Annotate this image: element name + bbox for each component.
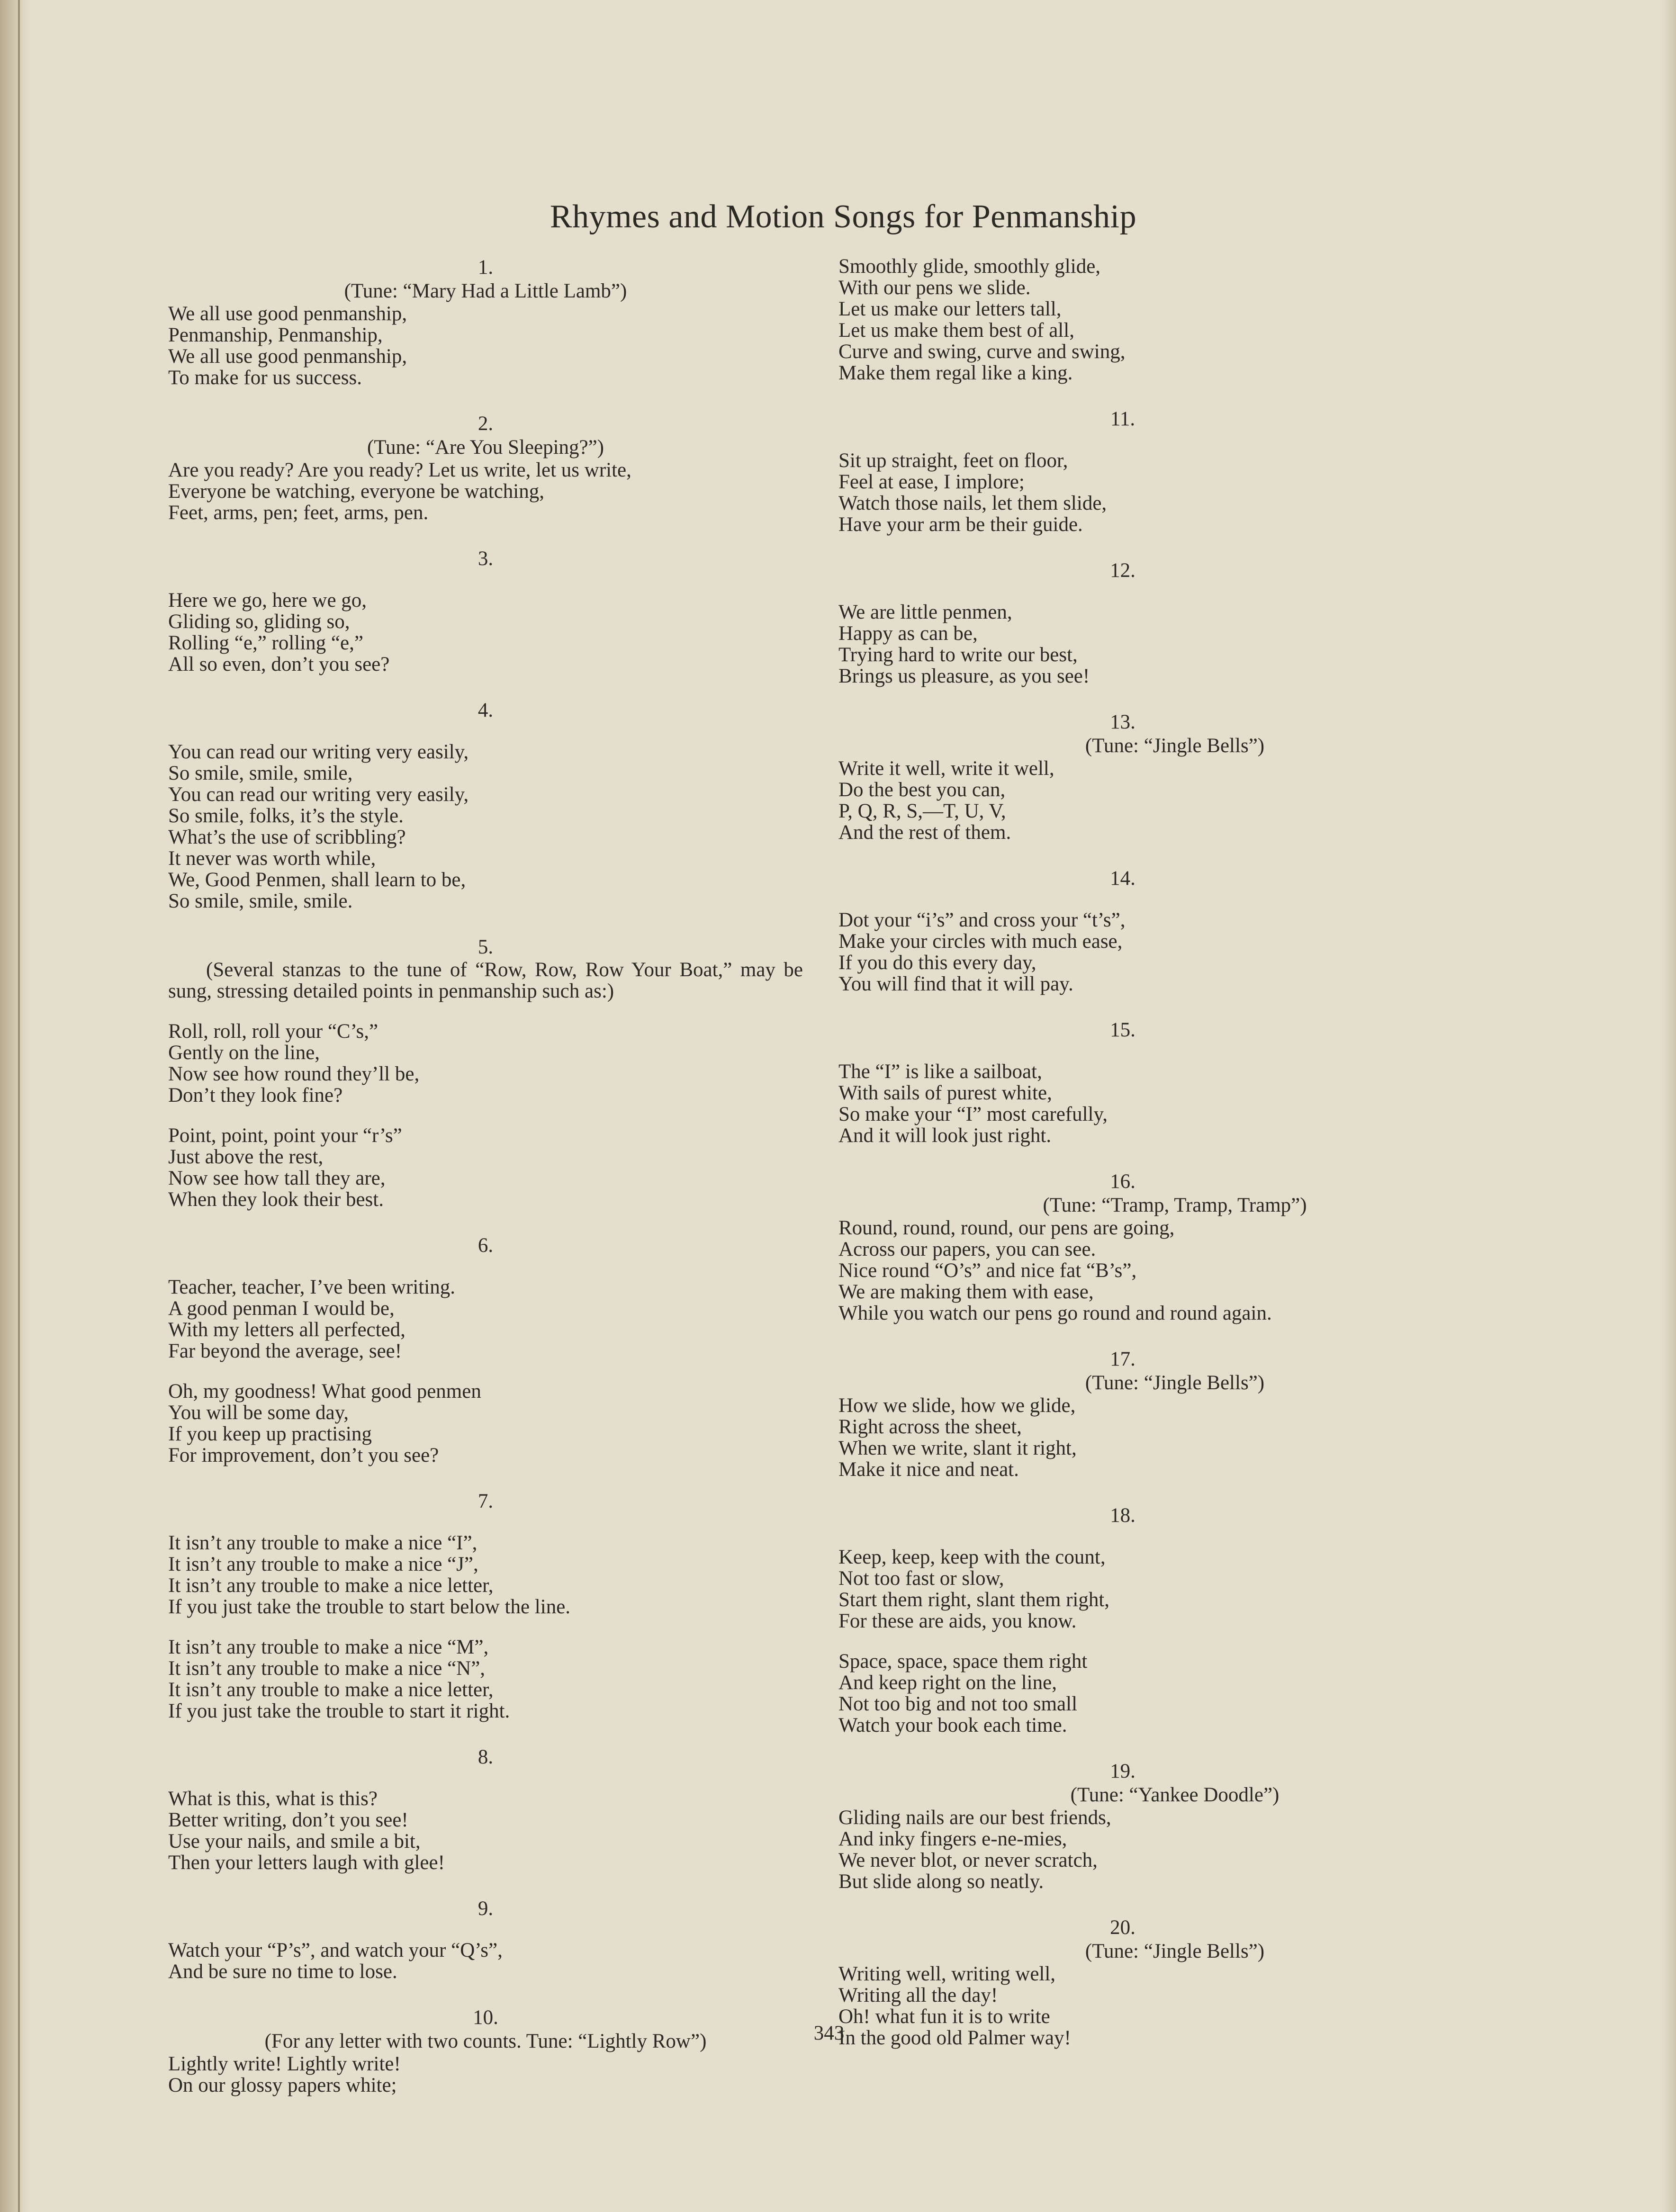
- verse-line: With our pens we slide.: [838, 277, 1031, 299]
- stanza: [838, 867, 1516, 995]
- verse-line: Feel at ease, I implore;: [838, 471, 1025, 493]
- verse: [168, 1021, 822, 1106]
- page-right-edge: [1662, 0, 1676, 2212]
- verse-line: Not too fast or slow,: [838, 1567, 1004, 1590]
- stanza-number: 15.: [1110, 1019, 1135, 1041]
- verse-line: Now see how tall they are,: [168, 1167, 386, 1189]
- stanza: [168, 1745, 822, 1873]
- verse-line: Let us make our letters tall,: [838, 298, 1062, 320]
- stanza: [838, 1348, 1516, 1480]
- verse-line: Curve and swing, curve and swing,: [838, 341, 1126, 363]
- verse-line: Sit up straight, feet on floor,: [838, 450, 1068, 472]
- stanza: [168, 547, 822, 675]
- verse-line: Just above the rest,: [168, 1146, 324, 1168]
- verse-line: Do the best you can,: [838, 779, 1006, 801]
- verse-line: Make it nice and neat.: [838, 1458, 1019, 1481]
- stanza-number: 3.: [478, 548, 494, 570]
- verse-line: Oh, my goodness! What good penmen: [168, 1380, 481, 1403]
- verse-line: If you just take the trouble to start it right.: [168, 1700, 510, 1722]
- verse-line: So smile, smile, smile.: [168, 890, 353, 912]
- verse: [838, 450, 1516, 535]
- verse: [838, 1651, 1516, 1736]
- verse-line: It isn’t any trouble to make a nice “M”,: [168, 1636, 489, 1658]
- verse-line: For improvement, don’t you see?: [168, 1444, 439, 1466]
- tune-note: (Tune: “Mary Had a Little Lamb”): [344, 280, 627, 302]
- verse-line: For these are aids, you know.: [838, 1610, 1077, 1632]
- stanza-number: 5.: [478, 936, 494, 958]
- verse-line: Watch your “P’s”, and watch your “Q’s”,: [168, 1939, 503, 1961]
- stanza: [168, 256, 822, 388]
- verse: [838, 1807, 1516, 1892]
- verse-line: Far beyond the average, see!: [168, 1340, 402, 1362]
- verse-line: When we write, slant it right,: [838, 1437, 1077, 1459]
- stanza: [838, 1018, 1516, 1146]
- verse: [168, 1277, 822, 1362]
- verse-line: And it will look just right.: [838, 1124, 1052, 1147]
- tune-note: (Tune: “Jingle Bells”): [1085, 1372, 1265, 1394]
- verse-line: Smoothly glide, smoothly glide,: [838, 255, 1101, 278]
- verse-line: While you watch our pens go round and round again.: [838, 1302, 1272, 1324]
- verse-line: The “I” is like a sailboat,: [838, 1061, 1042, 1083]
- verse-line: Write it well, write it well,: [838, 757, 1054, 780]
- stanza-number: 1.: [478, 256, 494, 279]
- verse-line: You can read our writing very easily,: [168, 741, 469, 763]
- verse: [168, 459, 822, 523]
- verse-line: It isn’t any trouble to make a nice letter,: [168, 1679, 494, 1701]
- stanza: [168, 1234, 822, 1466]
- verse-line: We are little penmen,: [838, 601, 1012, 623]
- stanza-instruction: (Several stanzas to the tune of “Row, Row, Row Your Boat,” may be sung, stressing detailed points in penmanship such as:): [168, 959, 803, 1002]
- stanza: [838, 256, 1516, 384]
- verse-line: Dot your “i’s” and cross your “t’s”,: [838, 909, 1126, 931]
- verse-line: With my letters all perfected,: [168, 1319, 405, 1341]
- stanza-number: 20.: [1110, 1916, 1135, 1939]
- verse: [168, 1381, 822, 1466]
- verse-line: It isn’t any trouble to make a nice letter,: [168, 1574, 494, 1597]
- verse-line: Right across the sheet,: [838, 1416, 1022, 1438]
- verse: [168, 1788, 822, 1873]
- verse-line: Everyone be watching, everyone be watching,: [168, 480, 544, 503]
- verse: [168, 303, 822, 388]
- verse-line: And keep right on the line,: [838, 1672, 1057, 1694]
- verse-line: All so even, don’t you see?: [168, 653, 390, 675]
- stanza: [168, 935, 822, 1210]
- stanza: [168, 1897, 822, 1982]
- verse-line: Have your arm be their guide.: [838, 513, 1083, 536]
- verse-line: Nice round “O’s” and nice fat “B’s”,: [838, 1259, 1137, 1282]
- verse-line: Lightly write! Lightly write!: [168, 2053, 401, 2075]
- verse-line: Across our papers, you can see.: [838, 1238, 1096, 1260]
- left-column: [168, 256, 822, 2120]
- stanza-number: 9.: [478, 1897, 494, 1920]
- verse-line: Better writing, don’t you see!: [168, 1809, 408, 1831]
- stanza-number: 4.: [478, 699, 494, 721]
- verse-line: And inky fingers e-ne-mies,: [838, 1828, 1067, 1850]
- tune-note: (Tune: “Yankee Doodle”): [1070, 1784, 1280, 1806]
- stanza-number: 18.: [1110, 1504, 1135, 1527]
- verse-line: We never blot, or never scratch,: [838, 1849, 1098, 1871]
- verse: [168, 1940, 822, 1982]
- tune-note: (Tune: “Tramp, Tramp, Tramp”): [1043, 1194, 1307, 1216]
- verse: [168, 2053, 822, 2096]
- verse-line: And be sure no time to lose.: [168, 1960, 397, 1983]
- verse-line: If you keep up practising: [168, 1423, 372, 1445]
- stanza: [168, 1490, 822, 1722]
- tune-note: (Tune: “Jingle Bells”): [1085, 735, 1265, 757]
- stanza-number: 16.: [1110, 1170, 1135, 1193]
- verse-line: We all use good penmanship,: [168, 303, 407, 325]
- verse: [838, 1547, 1516, 1632]
- verse-line: We all use good penmanship,: [168, 345, 407, 368]
- stanza: [168, 699, 822, 912]
- verse-line: So make your “I” most carefully,: [838, 1103, 1108, 1125]
- stanza-number: 17.: [1110, 1348, 1135, 1370]
- stanza: [838, 1760, 1516, 1892]
- verse-line: Happy as can be,: [838, 622, 978, 645]
- verse: [838, 909, 1516, 995]
- verse: [168, 1125, 822, 1210]
- verse-line: You will be some day,: [168, 1402, 349, 1424]
- stanza-number: 6.: [478, 1234, 494, 1257]
- verse-line: Feet, arms, pen; feet, arms, pen.: [168, 502, 429, 524]
- verse-line: Watch your book each time.: [838, 1714, 1067, 1736]
- verse-line: Gliding nails are our best friends,: [838, 1807, 1111, 1829]
- verse-line: Brings us pleasure, as you see!: [838, 665, 1090, 687]
- verse-line: Then your letters laugh with glee!: [168, 1852, 445, 1874]
- verse-line: Round, round, round, our pens are going,: [838, 1217, 1175, 1239]
- verse-line: Gliding so, gliding so,: [168, 611, 350, 633]
- verse-line: Trying hard to write our best,: [838, 644, 1078, 666]
- verse-line: Penmanship, Penmanship,: [168, 324, 383, 346]
- verse: [168, 741, 822, 912]
- verse: [838, 256, 1516, 384]
- verse-line: So smile, folks, it’s the style.: [168, 805, 404, 827]
- verse-line: What is this, what is this?: [168, 1788, 378, 1810]
- verse-line: What’s the use of scribbling?: [168, 826, 406, 848]
- spine-line: [18, 0, 20, 2212]
- page-number: 343: [813, 2022, 845, 2044]
- verse-line: Let us make them best of all,: [838, 319, 1074, 342]
- verse: [168, 590, 822, 675]
- verse-line: We, Good Penmen, shall learn to be,: [168, 869, 466, 891]
- verse-line: Space, space, space them right: [838, 1650, 1088, 1672]
- stanza-number: 12.: [1110, 559, 1135, 582]
- verse-line: Use your nails, and smile a bit,: [168, 1830, 421, 1852]
- page-title: Rhymes and Motion Songs for Penmanship: [550, 198, 1137, 235]
- verse-line: Keep, keep, keep with the count,: [838, 1546, 1106, 1568]
- verse-line: It isn’t any trouble to make a nice “N”,: [168, 1657, 486, 1680]
- verse-line: Are you ready? Are you ready? Let us write, let us write,: [168, 459, 631, 481]
- verse-line: And the rest of them.: [838, 821, 1011, 844]
- verse-line: It isn’t any trouble to make a nice “I”,: [168, 1532, 478, 1554]
- page-binding-edge: [0, 0, 29, 2212]
- verse-line: You will find that it will pay.: [838, 973, 1073, 995]
- tune-note: (For any letter with two counts. Tune: “Lightly Row”): [264, 2030, 707, 2052]
- verse-line: In the good old Palmer way!: [838, 2027, 1071, 2049]
- stanza-number: 19.: [1110, 1760, 1135, 1782]
- stanza-number: 11.: [1110, 408, 1135, 430]
- verse-line: If you just take the trouble to start below the line.: [168, 1596, 571, 1618]
- verse: [838, 1963, 1516, 2049]
- verse-line: Roll, roll, roll your “C’s,”: [168, 1020, 378, 1043]
- stanza: [168, 2006, 822, 2096]
- verse-line: Writing all the day!: [838, 1984, 998, 2006]
- stanza: [838, 559, 1516, 687]
- verse-line: Gently on the line,: [168, 1042, 320, 1064]
- verse-line: Make your circles with much ease,: [838, 930, 1123, 953]
- verse-line: Watch those nails, let them slide,: [838, 492, 1107, 514]
- verse-line: So smile, smile, smile,: [168, 762, 353, 784]
- stanza: [838, 710, 1516, 843]
- verse-line: Oh! what fun it is to write: [838, 2005, 1050, 2028]
- verse-line: Make them regal like a king.: [838, 362, 1073, 384]
- verse-line: Now see how round they’ll be,: [168, 1063, 420, 1085]
- verse-line: On our glossy papers white;: [168, 2074, 397, 2096]
- stanza-number: 10.: [473, 2006, 498, 2029]
- stanza-number: 8.: [478, 1746, 494, 1768]
- verse-line: If you do this every day,: [838, 952, 1036, 974]
- tune-note: (Tune: “Jingle Bells”): [1085, 1940, 1265, 1962]
- verse: [168, 1532, 822, 1618]
- verse-line: Point, point, point your “r’s”: [168, 1124, 402, 1147]
- verse-line: It never was worth while,: [168, 847, 376, 870]
- tune-note: (Tune: “Are You Sleeping?”): [367, 436, 604, 459]
- verse-line: But slide along so neatly.: [838, 1870, 1044, 1893]
- right-column: [838, 256, 1516, 2072]
- verse-line: Teacher, teacher, I’ve been writing.: [168, 1276, 455, 1298]
- verse: [838, 602, 1516, 687]
- stanza: [168, 412, 822, 523]
- verse: [838, 1061, 1516, 1146]
- stanza-number: 14.: [1110, 867, 1135, 890]
- verse-line: A good penman I would be,: [168, 1297, 395, 1320]
- verse-line: It isn’t any trouble to make a nice “J”,: [168, 1553, 478, 1575]
- verse-line: You can read our writing very easily,: [168, 783, 469, 806]
- verse-line: To make for us success.: [168, 367, 362, 389]
- verse: [838, 758, 1516, 843]
- verse-line: P, Q, R, S,—T, U, V,: [838, 800, 1006, 822]
- verse-line: With sails of purest white,: [838, 1082, 1052, 1104]
- stanza-number: 13.: [1110, 711, 1135, 733]
- verse: [168, 1637, 822, 1722]
- verse-line: Rolling “e,” rolling “e,”: [168, 632, 363, 654]
- stanza: [838, 407, 1516, 535]
- verse-line: Not too big and not too small: [838, 1693, 1078, 1715]
- stanza: [838, 1170, 1516, 1324]
- verse: [838, 1217, 1516, 1324]
- verse-line: We are making them with ease,: [838, 1281, 1094, 1303]
- stanza: [838, 1504, 1516, 1736]
- verse-line: Start them right, slant them right,: [838, 1589, 1110, 1611]
- verse-line: Don’t they look fine?: [168, 1084, 343, 1106]
- verse: [838, 1395, 1516, 1480]
- verse-line: When they look their best.: [168, 1188, 384, 1211]
- stanza-number: 2.: [478, 413, 494, 435]
- verse-line: Writing well, writing well,: [838, 1963, 1056, 1985]
- verse-line: How we slide, how we glide,: [838, 1394, 1076, 1417]
- stanza: [838, 1916, 1516, 2049]
- stanza-number: 7.: [478, 1490, 494, 1512]
- verse-line: Here we go, here we go,: [168, 589, 367, 611]
